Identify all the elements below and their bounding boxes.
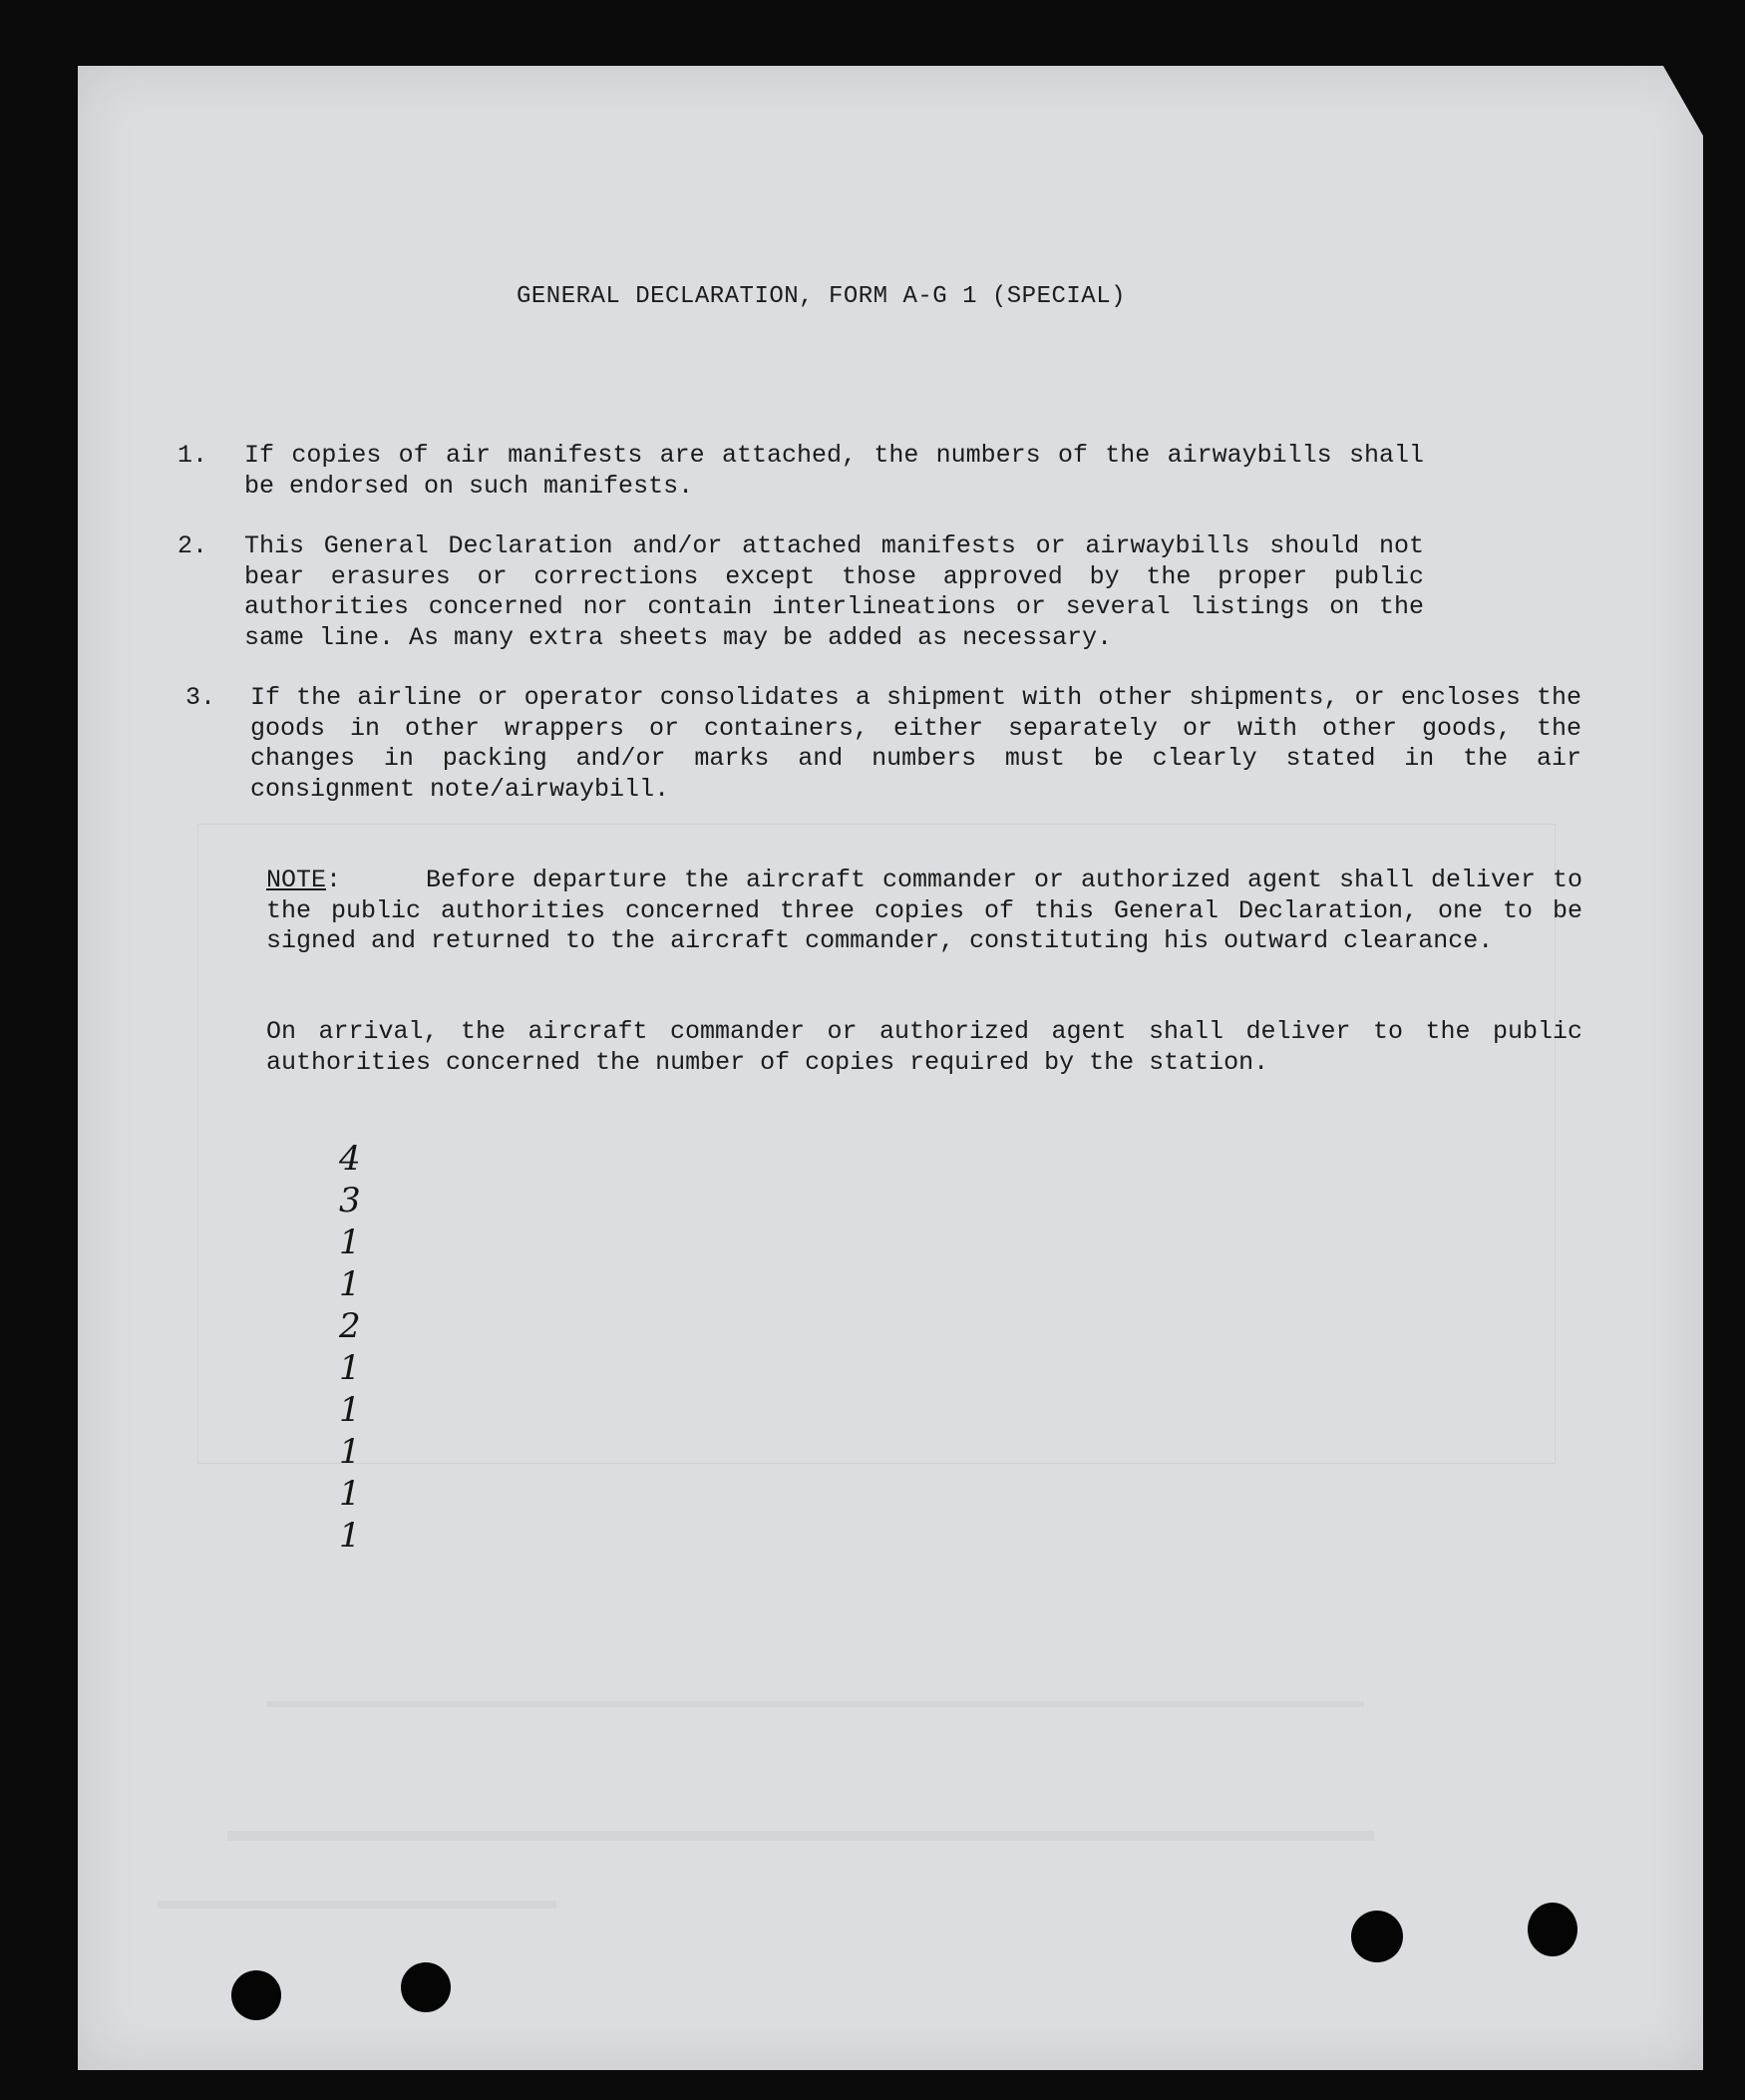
bleed-through-line [227, 1831, 1374, 1841]
bleed-through-line [158, 1901, 556, 1909]
handwritten-tally [339, 1137, 439, 1556]
tally-mark: 3 [339, 1181, 361, 1221]
item-number: 3. [185, 683, 216, 712]
instruction-item-1 [177, 441, 1424, 503]
instruction-item-2 [177, 531, 1424, 655]
instruction-item-3 [185, 683, 1581, 807]
item-text: If the airline or operator consolidates a shipment with other shipments, or encloses the goods in other wrappers or containers, either separately or with other goods, the changes in packing and/or marks and numbers must be clearly stated in the air consignment note/airwaybill. [250, 683, 1581, 804]
punch-hole [1351, 1911, 1403, 1962]
note-label: NOTE [266, 866, 327, 894]
item-number: 2. [177, 531, 208, 560]
bleed-through-line [267, 1701, 1364, 1707]
tally-mark: 1 [339, 1516, 361, 1556]
punch-hole [231, 1970, 281, 2020]
tally-mark: 1 [339, 1474, 361, 1514]
item-number: 1. [177, 441, 208, 470]
punch-hole [1528, 1903, 1577, 1956]
tally-mark: 4 [339, 1139, 361, 1179]
item-text: This General Declaration and/or attached manifests or airwaybills should not bear erasures or corrections except those approved by the proper public authorities concerned nor contain interlineations or several listings on the same line. As many extra sheets may be added as necessary. [244, 531, 1424, 652]
punch-hole [401, 1962, 451, 2012]
arrival-paragraph: On arrival, the aircraft commander or authorized agent shall deliver to the public authorities concerned the number of copies required by the station. [266, 1017, 1582, 1077]
item-text: If copies of air manifests are attached, the numbers of the airwaybills shall be endorsed on such manifests. [244, 441, 1424, 501]
tally-mark: 1 [339, 1432, 361, 1472]
tally-mark: 1 [339, 1223, 361, 1262]
tally-mark: 2 [339, 1306, 361, 1346]
tally-mark: 1 [339, 1264, 361, 1304]
note-text: Before departure the aircraft commander or authorized agent shall deliver to the public authorities concerned three copies of this General Declaration, one to be signed and returned to the aircraft commander, constituting his outward clearance. [266, 866, 1583, 955]
folded-corner [1663, 66, 1703, 136]
note-paragraph: NOTE: Before departure the aircraft commander or authorized agent shall deliver to the public authorities concerned three copies of this General Declaration, one to be signed and returned to the aircraft commander, constituting his outward clearance. [266, 866, 1583, 955]
document-title: GENERAL DECLARATION, FORM A-G 1 (SPECIAL) [517, 283, 1126, 310]
tally-mark: 1 [339, 1390, 361, 1430]
tally-mark: 1 [339, 1348, 361, 1388]
